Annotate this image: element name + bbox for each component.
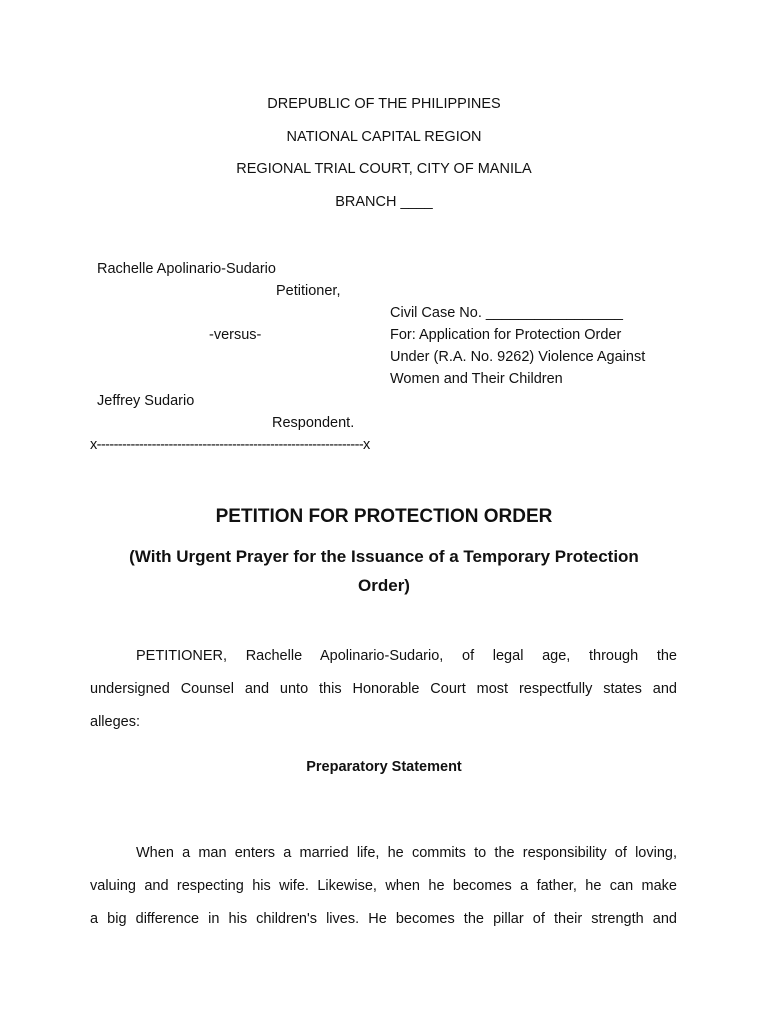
statement-paragraph xyxy=(90,837,677,936)
caption-court: REGIONAL TRIAL COURT, CITY OF MANILA xyxy=(236,161,532,177)
intro-line: undersigned Counsel and unto this Honorable Court most respectfully states and xyxy=(90,681,677,697)
case-nature-line2: Under (R.A. No. 9262) Violence Against xyxy=(390,349,646,365)
petitioner-label: Petitioner, xyxy=(276,283,341,299)
intro-line: PETITIONER, Rachelle Apolinario-Sudario, of legal age, through the xyxy=(136,648,677,664)
caption-divider: x---------------------------------------------------------------x xyxy=(90,437,370,453)
respondent-name: Jeffrey Sudario xyxy=(97,393,195,409)
caption-region: NATIONAL CAPITAL REGION xyxy=(286,129,482,145)
petitioner-name: Rachelle Apolinario-Sudario xyxy=(97,261,276,277)
caption-branch: BRANCH ____ xyxy=(335,194,433,210)
intro-line: alleges: xyxy=(90,714,140,730)
document-subtitle-line2: Order) xyxy=(358,576,410,595)
civil-case-number: Civil Case No. _________________ xyxy=(390,305,623,321)
document-subtitle-line1: (With Urgent Prayer for the Issuance of a Temporary Protection xyxy=(129,547,639,566)
versus-label: -versus- xyxy=(209,327,262,343)
statement-line: a big difference in his children's lives. He becomes the pillar of their strength and xyxy=(90,911,677,927)
intro-paragraph xyxy=(90,640,677,739)
statement-line: When a man enters a married life, he commits to the responsibility of loving, xyxy=(136,845,677,861)
case-nature-line1: For: Application for Protection Order xyxy=(390,327,622,343)
respondent-label: Respondent. xyxy=(272,415,355,431)
caption-republic: DREPUBLIC OF THE PHILIPPINES xyxy=(267,96,501,112)
case-nature-line3: Women and Their Children xyxy=(390,371,563,387)
statement-line: valuing and respecting his wife. Likewise, when he becomes a father, he can make xyxy=(90,878,677,894)
document-title: PETITION FOR PROTECTION ORDER xyxy=(215,506,553,527)
section-heading: Preparatory Statement xyxy=(306,759,462,775)
